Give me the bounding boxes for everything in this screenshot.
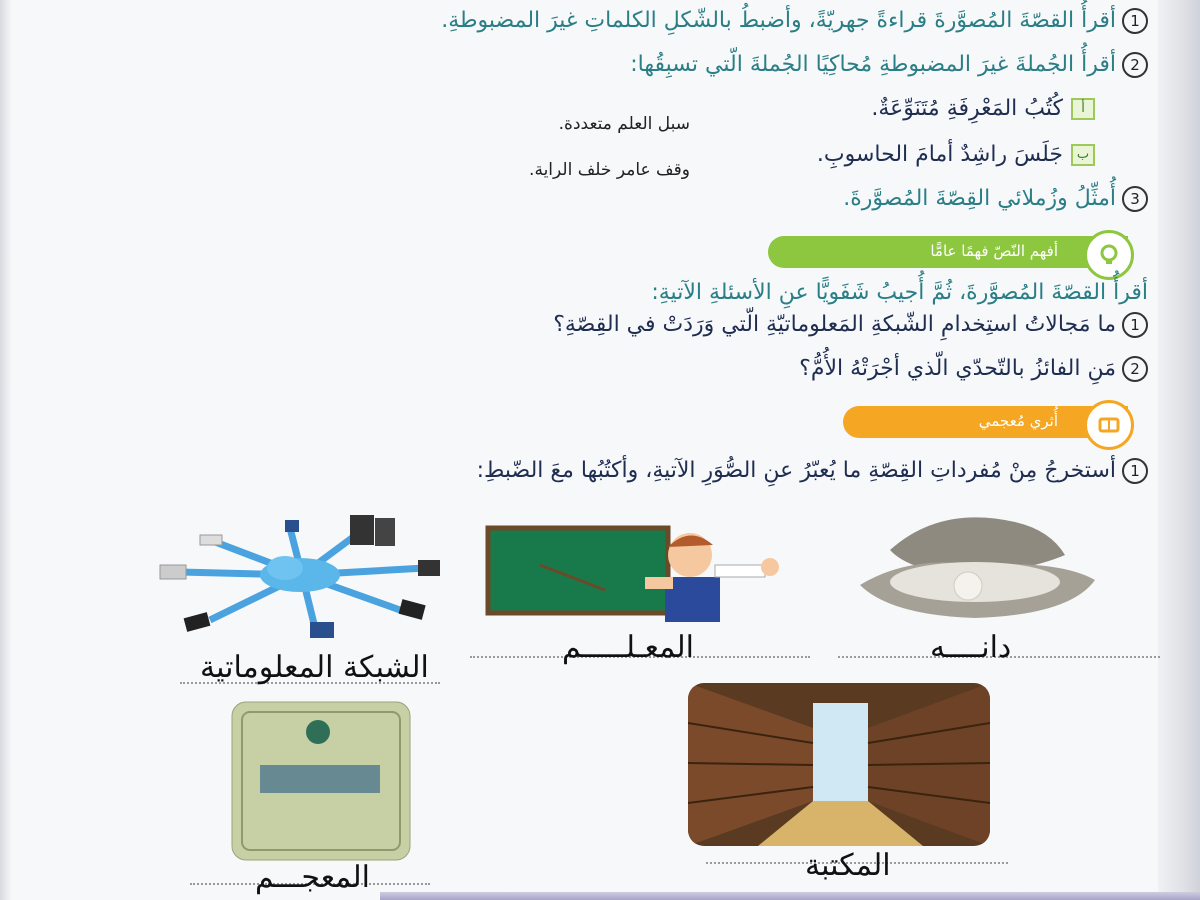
answer-pearl: دانــــه (930, 630, 1012, 665)
item-a (871, 96, 1095, 121)
number-3-icon: 3 (1122, 186, 1148, 212)
dictionary-banner-label: أُثري مُعجمي (978, 412, 1058, 430)
answer-dictionary: المعجـــم (255, 860, 370, 895)
exercise-3-text: أُمثِّلُ وزُملائي القِصّةَ المُصوَّرةَ. (843, 186, 1116, 211)
exercise-2 (630, 52, 1148, 78)
item-b (817, 142, 1095, 167)
exercise-1-text: أقرأُ القصّةَ المُصوَّرةَ قراءةً جهريّةً، وأضبطُ بالشّكلِ الكلماتِ غيرَ المضبوطةِ. (441, 8, 1116, 33)
exercise-1 (441, 8, 1148, 34)
dictionary-q1-text: أستخرجُ مِنْ مُفرداتِ القِصّةِ ما يُعبّرُ عنِ الصُّوَرِ الآتيةِ، وأكتُبُها معَ الضّبطِ: (476, 458, 1116, 483)
number-1-icon: 1 (1122, 312, 1148, 338)
comprehension-banner (768, 236, 1128, 268)
item-b-marker: ب (1071, 144, 1095, 166)
number-1-icon: 1 (1122, 8, 1148, 34)
dictionary-q1 (477, 458, 1148, 484)
book-icon (1084, 400, 1134, 450)
oyster-pearl-picture (850, 510, 1100, 625)
item-a-sample: سبل العلم متعددة. (558, 114, 690, 134)
page-binding-shadow (0, 0, 12, 900)
exercise-2-text: أقرأُ الجُملةَ غيرَ المضبوطةِ مُحاكِيًا الجُملةَ الّتي تسبِقُها: (630, 52, 1116, 77)
item-a-text: كُتُبُ المَعْرِفَةِ مُتَنَوِّعَةٌ. (871, 96, 1063, 121)
comprehension-q1 (553, 312, 1148, 338)
comprehension-q1-text: ما مَجالاتُ استِخدامِ الشّبكةِ المَعلوماتيّةِ الّتي وَرَدَتْ في القِصّةِ؟ (553, 312, 1116, 337)
exercise-3 (843, 186, 1148, 212)
number-1-icon: 1 (1122, 458, 1148, 484)
teacher-picture (485, 525, 795, 625)
comprehension-q2-text: مَنِ الفائزُ بالتّحدّي الّذي أجْرَتْهُ الأُمُّ؟ (799, 356, 1116, 381)
dictionary-book-picture (230, 700, 412, 862)
page-edge (1158, 0, 1200, 900)
item-b-text: جَلَسَ راشِدٌ أمامَ الحاسوبِ. (816, 142, 1063, 167)
lightbulb-icon (1084, 230, 1134, 280)
dictionary-banner (843, 406, 1128, 438)
answer-network: الشبكة المعلوماتية (200, 650, 429, 685)
page-bottom-edge (380, 892, 1200, 900)
comprehension-intro: أقرأُ القصّةَ المُصوَّرةَ، ثُمَّ أُجيبُ شَفَويًّا عنِ الأسئلةِ الآتيةِ: (651, 280, 1148, 305)
answer-teacher: المعـلـــــم (562, 630, 694, 665)
comprehension-banner-label: أفهم النّصّ فهمًا عامًّا (930, 242, 1058, 260)
item-a-marker: أ (1071, 98, 1095, 120)
answer-library: المكتبة (805, 848, 891, 883)
number-2-icon: 2 (1122, 52, 1148, 78)
network-picture (150, 510, 455, 650)
comprehension-q2 (799, 356, 1148, 382)
library-picture (688, 683, 990, 846)
item-b-sample: وقف عامر خلف الراية. (529, 160, 690, 180)
number-2-icon: 2 (1122, 356, 1148, 382)
